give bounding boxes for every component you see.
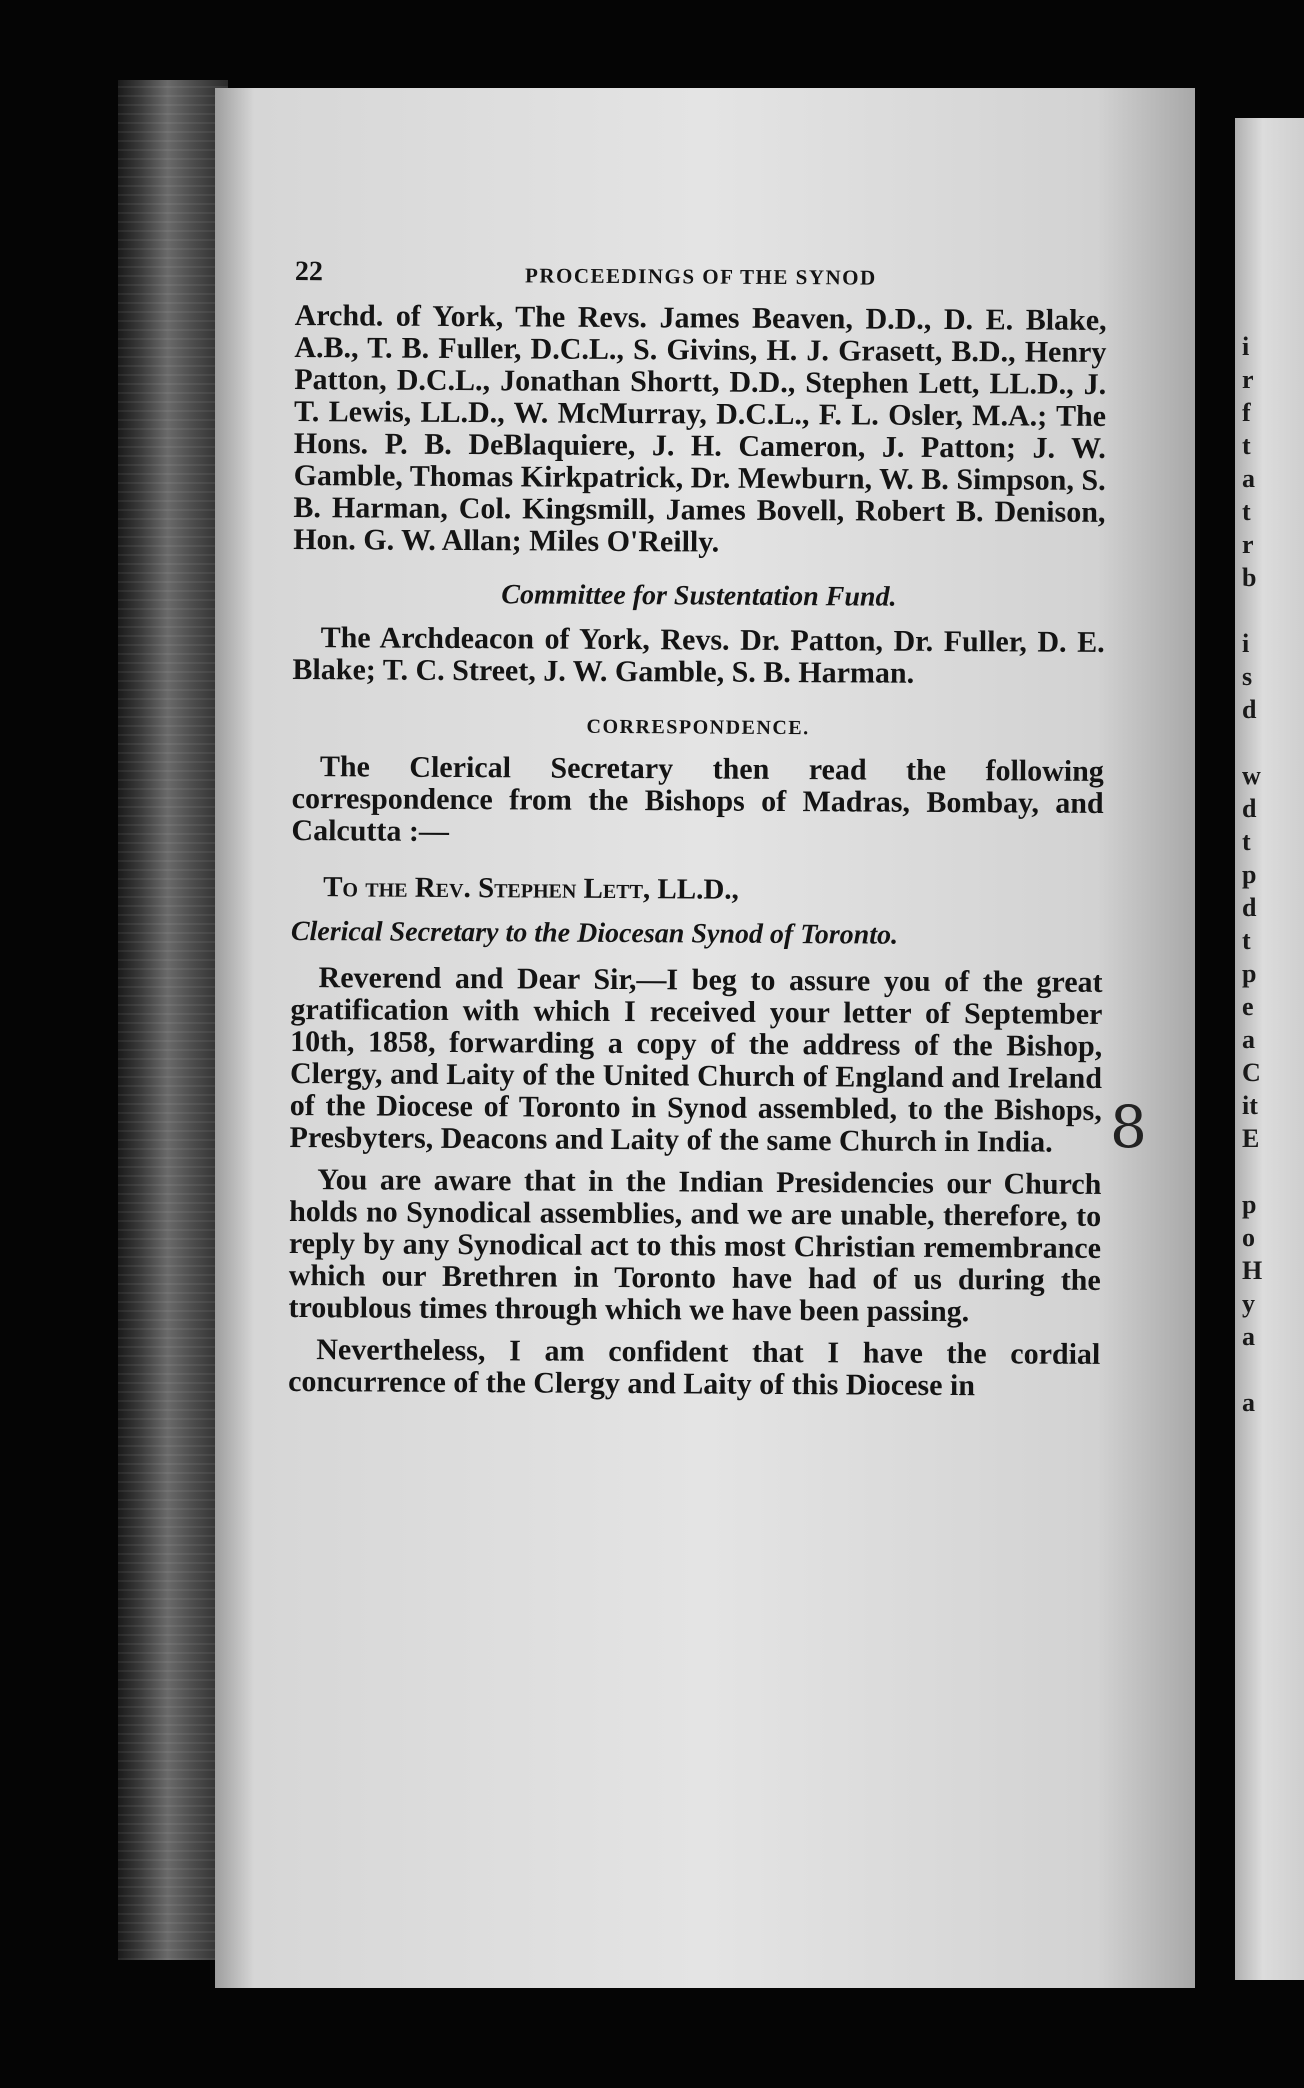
facing-page-fragment: e	[1242, 992, 1254, 1021]
facing-page-fragment: d	[1242, 893, 1257, 922]
letter-address	[291, 871, 1103, 909]
facing-page-fragment: w	[1242, 761, 1261, 790]
facing-page-fragment: p	[1242, 959, 1257, 988]
facing-page-fragment: f	[1242, 398, 1251, 427]
facing-page-fragment: a	[1242, 1388, 1255, 1417]
letter-paragraph-2: You are aware that in the Indian Presidencies our Church holds no Synodical assemblies, and we are unable, therefore, to reply by any Synodical act to this most Christian remembrance which our Brethren in Toronto have had of us during the troublous times through which we have been passing.	[288, 1163, 1102, 1329]
facing-page-fragment: o	[1242, 1223, 1255, 1252]
handwritten-margin-mark: 8	[1110, 1093, 1147, 1161]
facing-page-fragment: C	[1242, 1058, 1261, 1087]
facing-page-fragment: d	[1242, 794, 1257, 823]
facing-page-fragment: t	[1242, 497, 1251, 526]
intro-paragraph: The Clerical Secretary then read the following correspondence from the Bishops of Madras, Bombay, and Calcutta :—	[291, 750, 1104, 848]
page-text	[288, 256, 1107, 1403]
committee-heading: Committee for Sustentation Fund.	[501, 579, 897, 613]
book-binding	[118, 80, 228, 1960]
facing-page-fragment: i	[1242, 629, 1250, 658]
facing-page-fragment: p	[1242, 1190, 1257, 1219]
facing-page-fragment: b	[1242, 563, 1257, 592]
facing-page-fragment: r	[1242, 365, 1254, 394]
facing-page-fragment: s	[1242, 662, 1253, 691]
facing-page-fragment: a	[1242, 464, 1255, 493]
facing-page-fragment: it	[1242, 1091, 1258, 1120]
committee-paragraph: The Archdeacon of York, Revs. Dr. Patton, Dr. Fuller, D. E. Blake; T. C. Street, J. W. Gamble, S. B. Harman.	[292, 621, 1105, 690]
facing-page-fragment: E	[1242, 1124, 1260, 1153]
facing-page-fragment: i	[1242, 332, 1250, 361]
address-line: To the Rev. Stephen Lett, LL.D.,	[323, 871, 739, 906]
facing-page-fragment: t	[1242, 926, 1251, 955]
facing-page-fragment: d	[1242, 695, 1257, 724]
letter-designation: Clerical Secretary to the Diocesan Synod of Toronto.	[290, 915, 899, 951]
letter-paragraph-3: Nevertheless, I am confident that I have the cordial concurrence of the Clergy and Laity of this Diocese in	[288, 1333, 1101, 1403]
facing-page-fragment	[1242, 726, 1302, 759]
correspondence-heading: CORRESPONDENCE.	[586, 715, 810, 740]
facing-page-fragment	[1242, 1155, 1302, 1188]
facing-page-fragment: a	[1242, 1322, 1255, 1351]
members-paragraph: Archd. of York, The Revs. James Beaven, D.D., D. E. Blake, A.B., T. B. Fuller, D.C.L., S. Givins, H. J. Grasett, B.D., Henry Patton, D.C.L., Jonathan Shortt, D.D., Stephen Lett, LL.D., J. T. Lewis, LL.D., W. McMurray, D.C.L., F. L. Osler, M.A.; The Hons. P. B. DeBlaquiere, J. H. Cameron, J. Patton; J. W. Gamble, Thomas Kirkpatrick, Dr. Mewburn, W. B. Simpson, S. B. Harman, Col. Kingsmill, James Bovell, Robert B. Denison, Hon. G. W. Allan; Miles O'Reilly.	[293, 298, 1107, 559]
facing-page-fragment: t	[1242, 431, 1251, 460]
facing-page-fragment: a	[1242, 1025, 1255, 1054]
facing-page-fragment	[1242, 1353, 1302, 1386]
facing-page-fragment: r	[1242, 530, 1254, 559]
page-number: 22	[294, 256, 323, 288]
page-header	[295, 256, 1107, 305]
facing-page-fragment: H	[1242, 1256, 1263, 1285]
facing-page-text	[1242, 330, 1302, 1419]
facing-page-fragment: y	[1242, 1289, 1255, 1318]
letter-paragraph-1: Reverend and Dear Sir,—I beg to assure you of the great gratification with which I received your letter of September 10th, 1858, forwarding a copy of the address of the Bishop, Clergy, and Laity of the United Church of England and Ireland of the Diocese of Toronto in Synod assembled, to the Bishops, Presbyters, Deacons and Laity of the same Church in India.	[289, 961, 1103, 1159]
facing-page-fragment: t	[1242, 827, 1251, 856]
binding-texture	[118, 80, 228, 1960]
facing-page-fragment: p	[1242, 860, 1257, 889]
book-page	[215, 88, 1195, 1988]
facing-page-fragment	[1242, 594, 1302, 627]
running-title: PROCEEDINGS OF THE SYNOD	[524, 263, 877, 290]
